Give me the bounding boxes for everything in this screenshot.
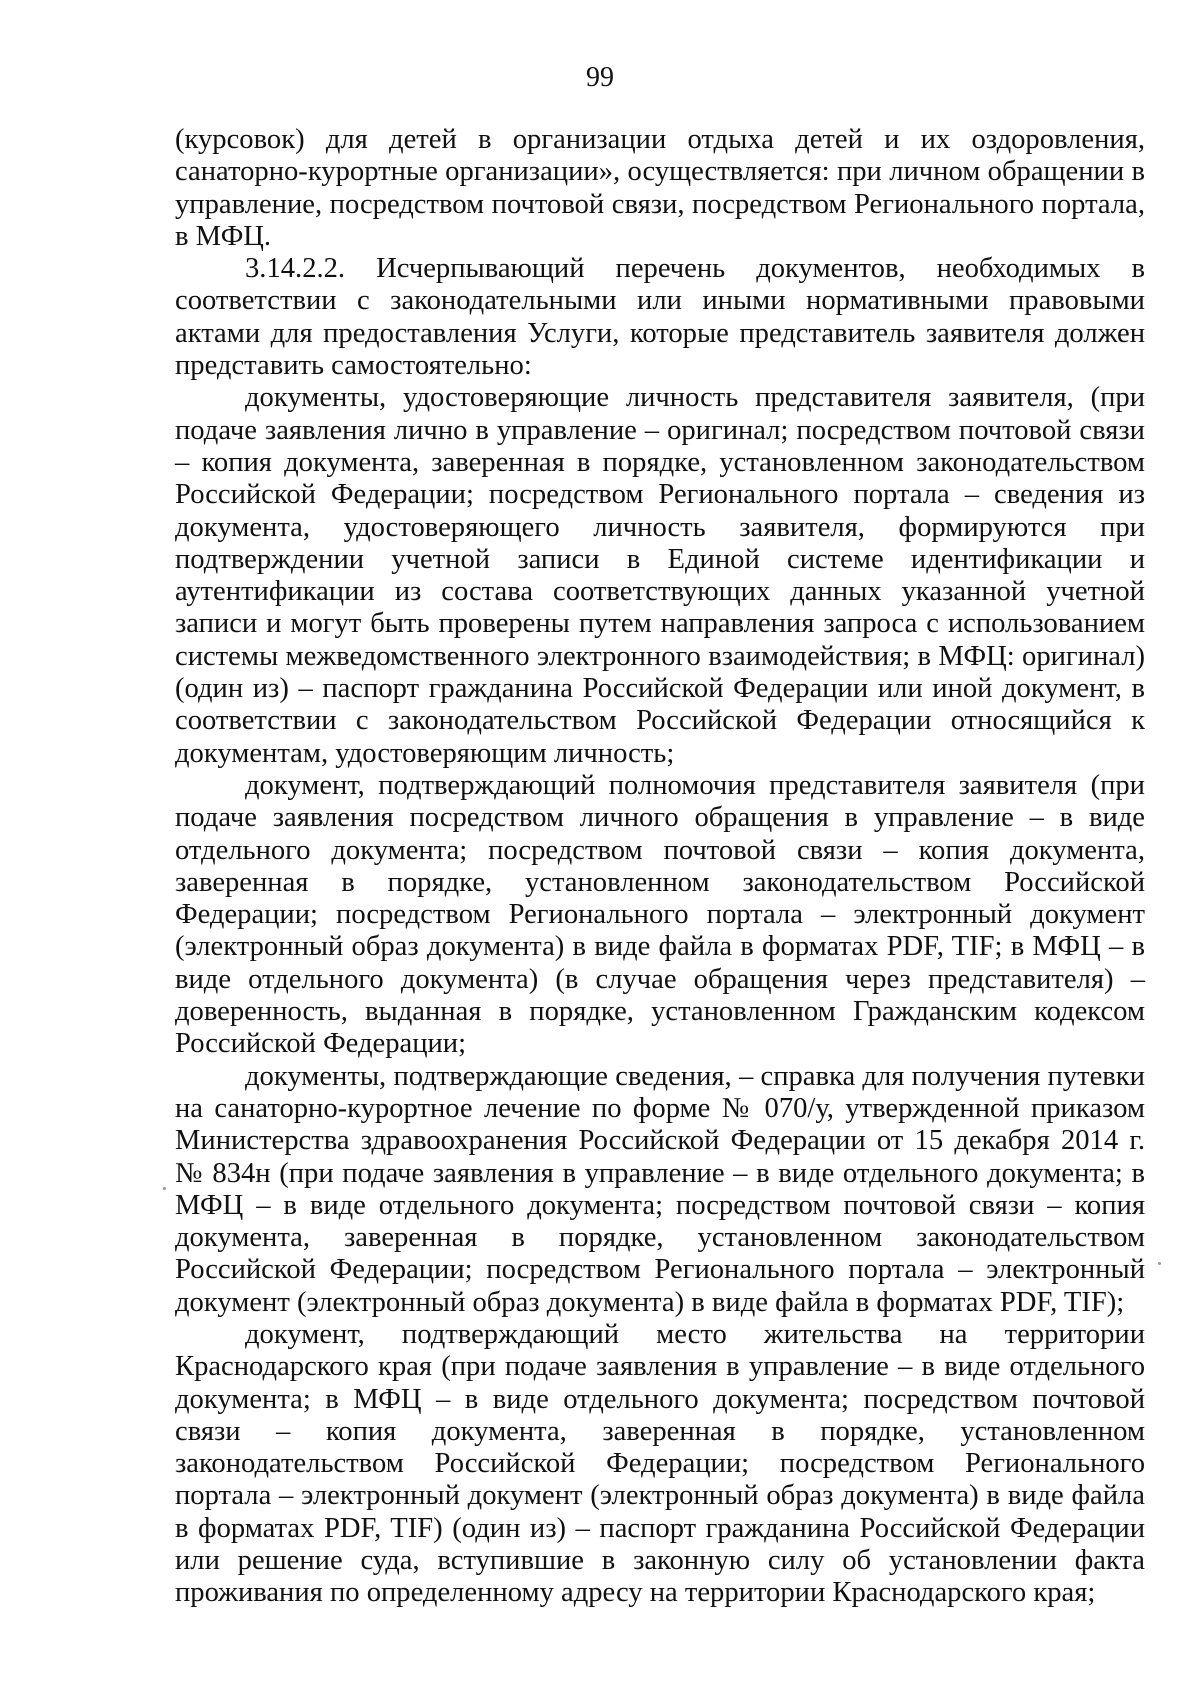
page-number: 99: [586, 62, 614, 93]
paragraph-residence-document: документ, подтверждающий место жительства на территории Краснодарского края (при подаче заявления в управление – в виде отдельного документа; в МФЦ – в виде отдельного документа; посредством почтовой связи – копия документа, заверенная в порядке, установленном законодательством Российской Федерации; посредством Регионального портала – электронный документ (электронный образ документа) в виде файла в форматах PDF, TIF) (один из) – паспорт гражданина Российской Федерации или решение суда, вступившие в законную силу об установлении факта проживания по определенному адресу на территории Краснодарского края;: [175, 1318, 1145, 1609]
document-body: [175, 124, 1145, 1610]
scan-speck: [163, 1187, 166, 1190]
paragraph-continuation: (курсовок) для детей в организации отдыха детей и их оздоровления, санаторно-курортные организации», осуществляется: при личном обращении в управление, посредством почтовой связи, посредством Регионального портала, в МФЦ.: [175, 124, 1145, 252]
paragraph-identity-documents: документы, удостоверяющие личность представителя заявителя, (при подаче заявления лично в управление – оригинал; посредством почтовой связи – копия документа, заверенная в порядке, установленном законодательством Российской Федерации; посредством Регионального портала – сведения из документа, удостоверяющего личность заявителя, формируются при подтверждении учетной записи в Единой системе идентификации и аутентификации из состава соответствующих данных указанной учетной записи и могут быть проверены путем направления запроса с использованием системы межведомственного электронного взаимодействия; в МФЦ: оригинал) (один из) – паспорт гражданина Российской Федерации или иной документ, в соответствии с законодательством Российской Федерации относящийся к документам, удостоверяющим личность;: [175, 382, 1145, 769]
paragraph-medical-certificate: документы, подтверждающие сведения, – справка для получения путевки на санаторно-курортное лечение по форме № 070/у, утвержденной приказом Министерства здравоохранения Российской Федерации от 15 декабря 2014 г. № 834н (при подаче заявления в управление – в виде отдельного документа; в МФЦ – в виде отдельного документа; посредством почтовой связи – копия документа, заверенная в порядке, установленном законодательством Российской Федерации; посредством Регионального портала – электронный документ (электронный образ документа) в виде файла в форматах PDF, TIF);: [175, 1060, 1145, 1318]
scan-speck: [1158, 1262, 1161, 1265]
paragraph-authority-document: документ, подтверждающий полномочия представителя заявителя (при подаче заявления посредством личного обращения в управление – в виде отдельного документа; посредством почтовой связи – копия документа, заверенная в порядке, установленном законодательством Российской Федерации; посредством Регионального портала – электронный документ (электронный образ документа) в виде файла в форматах PDF, TIF; в МФЦ – в виде отдельного документа) (в случае обращения через представителя) – доверенность, выданная в порядке, установленном Гражданским кодексом Российской Федерации;: [175, 769, 1145, 1060]
paragraph-section-3-14-2-2: 3.14.2.2. Исчерпывающий перечень документов, необходимых в соответствии с законодательными или иными нормативными правовыми актами для предоставления Услуги, которые представитель заявителя должен представить самостоятельно:: [175, 253, 1145, 382]
